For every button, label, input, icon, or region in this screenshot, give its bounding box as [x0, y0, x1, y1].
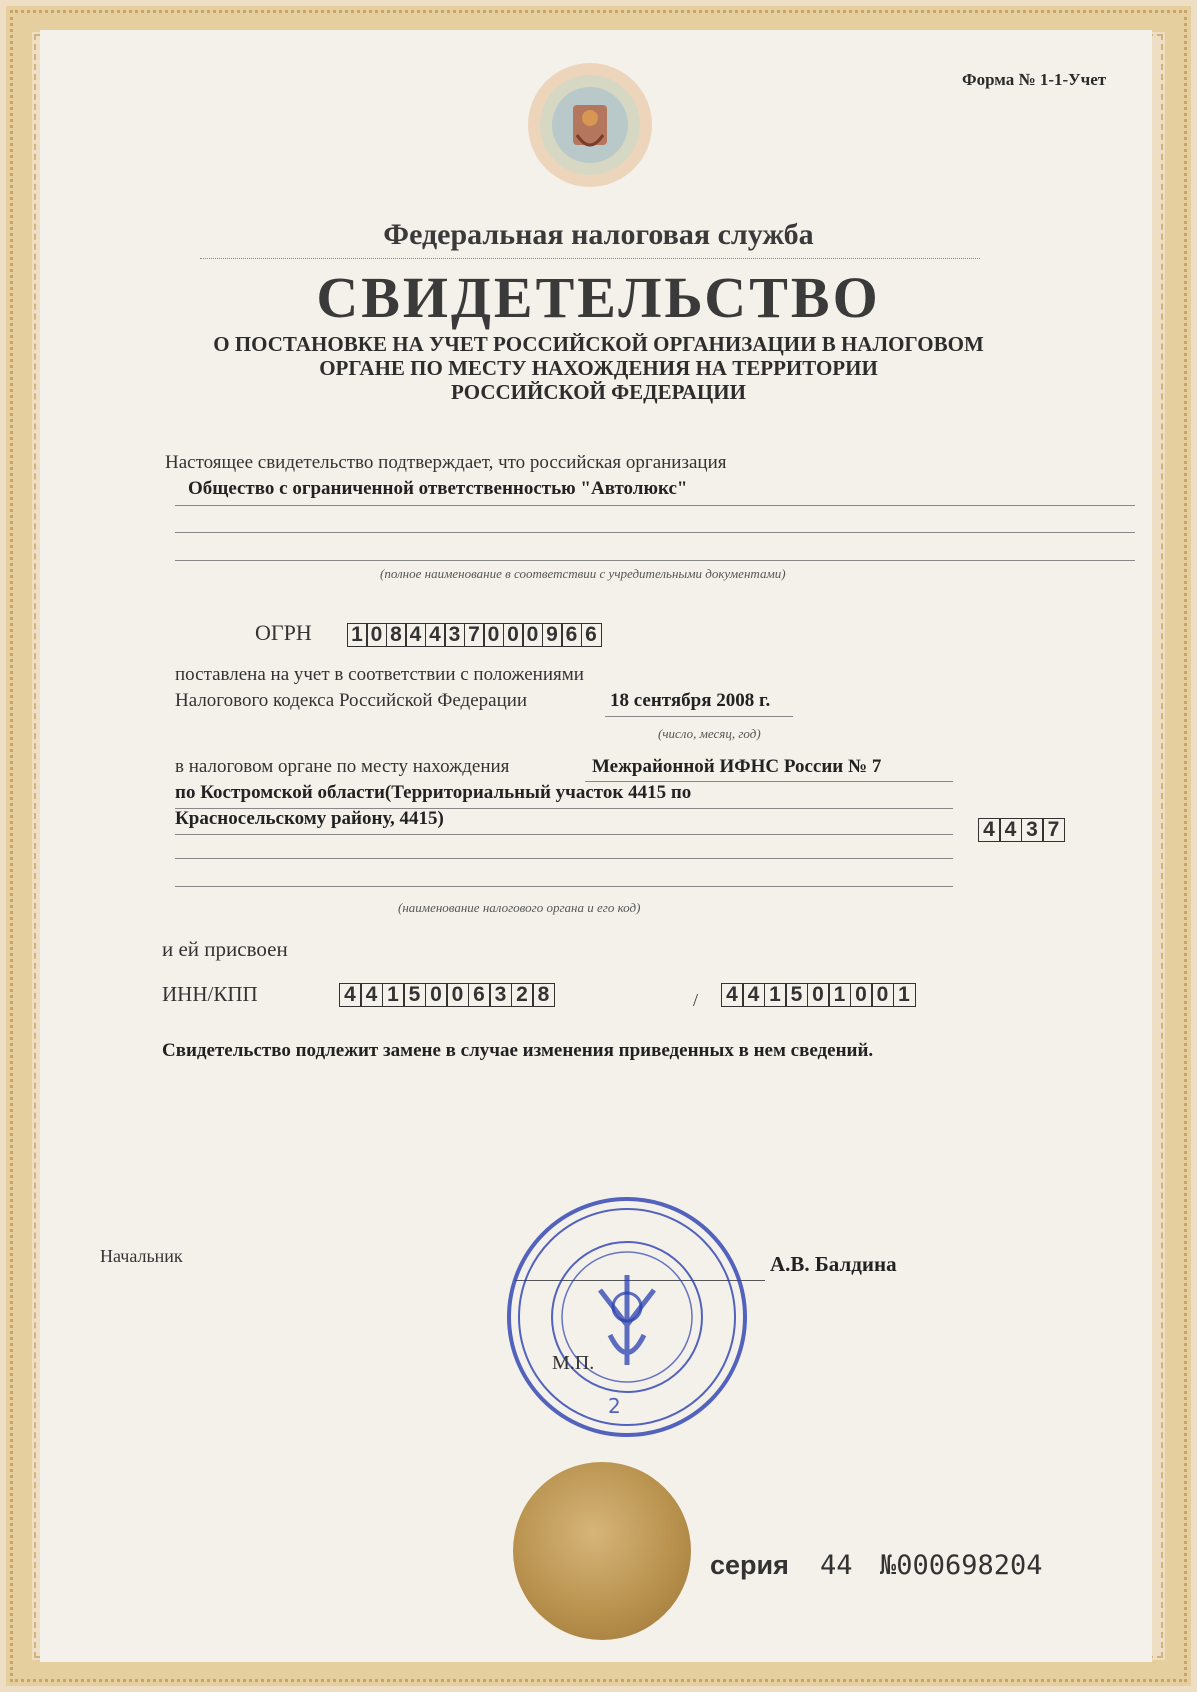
digit-box: 0	[366, 623, 387, 647]
digit-box: 4	[742, 983, 765, 1007]
subtitle-line: РОССИЙСКОЙ ФЕДЕРАЦИИ	[451, 380, 746, 404]
tax-office-code-boxes	[979, 818, 1065, 842]
fill-line	[175, 560, 1135, 561]
form-number: Форма № 1-1-Учет	[962, 70, 1107, 89]
organization-name: Общество с ограниченной ответственностью "Автолюкс"	[188, 478, 688, 499]
digit-box: 3	[489, 983, 512, 1007]
gold-seal-icon	[513, 1462, 691, 1640]
tax-office-label: в налоговом органе по месту нахождения	[175, 756, 510, 777]
digit-box: 8	[532, 983, 555, 1007]
svg-text:2: 2	[608, 1394, 621, 1418]
digit-box: 4	[360, 983, 383, 1007]
digit-box: 0	[807, 983, 830, 1007]
digit-box: 0	[503, 623, 524, 647]
intro-text: Настоящее свидетельство подтверждает, что российская организация	[165, 452, 727, 473]
hologram-emblem-icon	[525, 60, 655, 190]
inn-kpp-separator: /	[693, 990, 699, 1010]
fill-line	[175, 532, 1135, 533]
kpp-boxes	[722, 983, 916, 1007]
name-hint: (полное наименование в соответствии с учредительными документами)	[380, 566, 786, 581]
head-label: Начальник	[100, 1246, 183, 1266]
digit-box: 0	[446, 983, 469, 1007]
agency-name: Федеральная налоговая служба	[383, 218, 814, 251]
digit-box: 9	[542, 623, 563, 647]
digit-box: 1	[828, 983, 851, 1007]
document-subtitle	[150, 332, 1047, 404]
digit-box: 4	[978, 818, 1001, 842]
fill-line	[175, 505, 1135, 506]
digit-box: 0	[425, 983, 448, 1007]
subtitle-line: О ПОСТАНОВКЕ НА УЧЕТ РОССИЙСКОЙ ОРГАНИЗАЦИИ В НАЛОГОВОМ	[213, 332, 984, 356]
certificate-number: №000698204	[880, 1550, 1043, 1581]
divider	[200, 258, 980, 259]
ogrn-boxes	[348, 623, 602, 647]
official-stamp-icon	[505, 1195, 750, 1440]
digit-box: 4	[425, 623, 446, 647]
digit-box: 7	[464, 623, 485, 647]
digit-box: 0	[522, 623, 543, 647]
digit-box: 1	[893, 983, 916, 1007]
fill-line	[175, 886, 953, 887]
registered-text-1: поставлена на учет в соответствии с положениями	[175, 664, 584, 685]
series-label: серия	[710, 1550, 789, 1580]
registration-date: 18 сентября 2008 г.	[610, 690, 771, 711]
replacement-note: Свидетельство подлежит замене в случае изменения приведенных в нем сведений.	[162, 1040, 874, 1061]
stamp-place: М.П.	[552, 1352, 595, 1374]
digit-box: 8	[386, 623, 407, 647]
digit-box: 4	[339, 983, 362, 1007]
assigned-label: и ей присвоен	[162, 937, 288, 961]
tax-office-name-1: Межрайонной ИФНС России № 7	[592, 756, 882, 777]
digit-box: 5	[785, 983, 808, 1007]
digit-box: 7	[1042, 818, 1065, 842]
tax-office-hint: (наименование налогового органа и его код)	[398, 900, 641, 915]
digit-box: 4	[999, 818, 1022, 842]
digit-box: 0	[483, 623, 504, 647]
digit-box: 3	[444, 623, 465, 647]
digit-box: 5	[403, 983, 426, 1007]
fill-line	[175, 858, 953, 859]
registered-text-2: Налогового кодекса Российской Федерации	[175, 690, 528, 711]
tax-office-name-3: Красносельскому району, 4415)	[175, 808, 444, 829]
ogrn-label: ОГРН	[255, 620, 312, 645]
head-name: А.В. Балдина	[770, 1252, 897, 1276]
digit-box: 0	[850, 983, 873, 1007]
digit-box: 4	[405, 623, 426, 647]
date-hint: (число, месяц, год)	[658, 726, 761, 741]
digit-box: 4	[721, 983, 744, 1007]
series-value: 44	[820, 1550, 853, 1581]
fill-line	[175, 834, 953, 835]
document-title: СВИДЕТЕЛЬСТВО	[316, 265, 881, 330]
inn-kpp-label: ИНН/КПП	[162, 982, 258, 1006]
digit-box: 0	[871, 983, 894, 1007]
digit-box: 6	[468, 983, 491, 1007]
digit-box: 6	[581, 623, 602, 647]
fill-line	[605, 716, 793, 717]
subtitle-line: ОРГАНЕ ПО МЕСТУ НАХОЖДЕНИЯ НА ТЕРРИТОРИИ	[319, 356, 878, 380]
digit-box: 2	[511, 983, 534, 1007]
tax-office-name-2: по Костромской области(Территориальный участок 4415 по	[175, 782, 692, 803]
digit-box: 1	[347, 623, 368, 647]
inn-boxes	[340, 983, 555, 1007]
digit-box: 1	[382, 983, 405, 1007]
digit-box: 1	[764, 983, 787, 1007]
digit-box: 6	[561, 623, 582, 647]
digit-box: 3	[1021, 818, 1044, 842]
